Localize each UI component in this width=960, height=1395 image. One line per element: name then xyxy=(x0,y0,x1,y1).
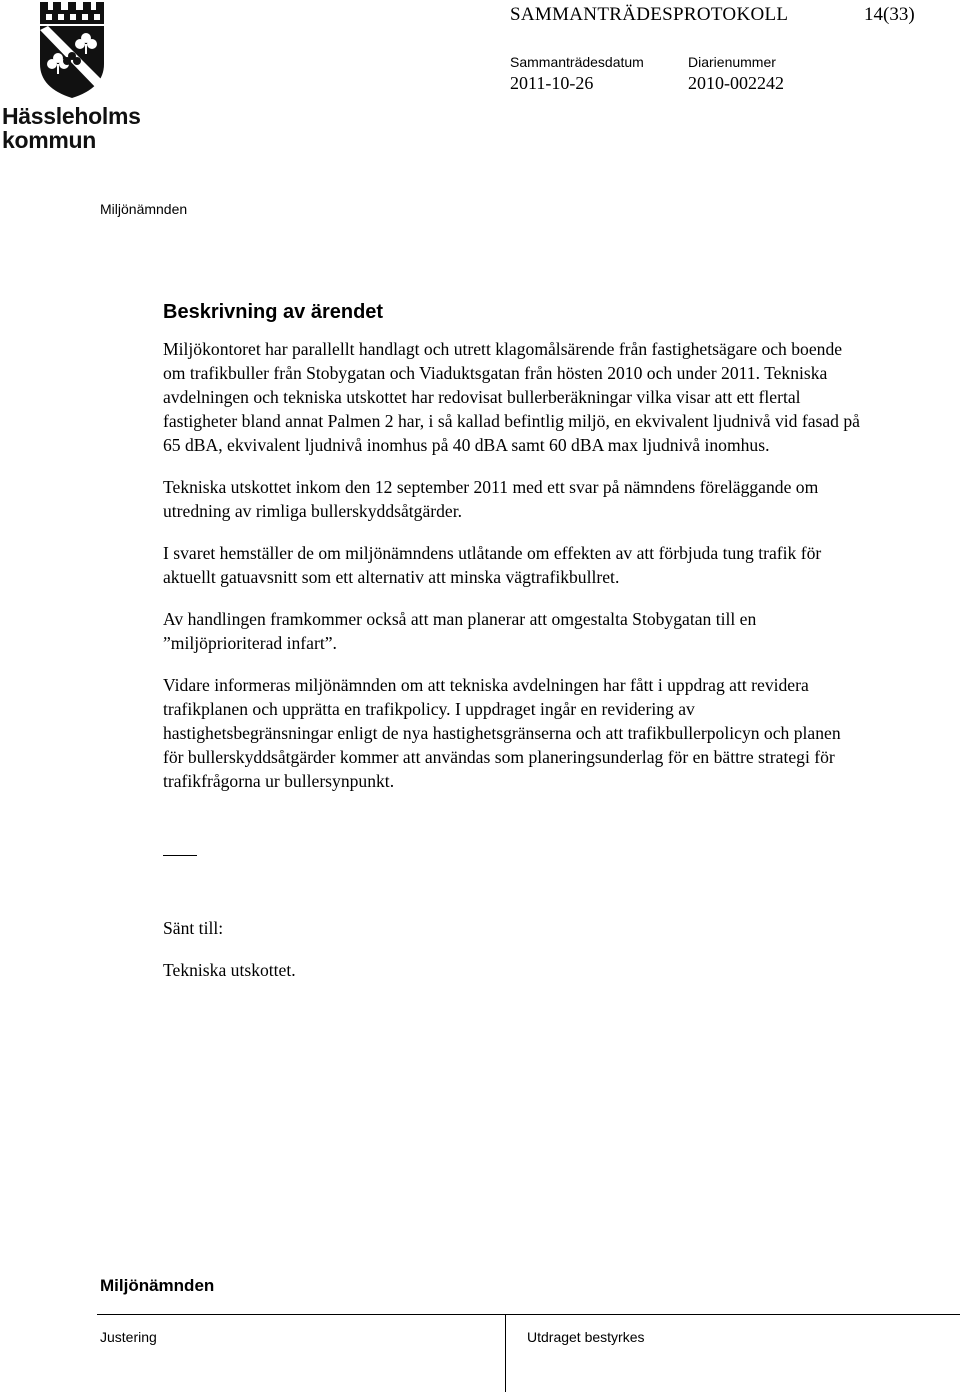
page-number: 14(33) xyxy=(864,4,915,25)
paragraph: I svaret hemställer de om miljönämndens utlåtande om effekten av att förbjuda tung trafik för aktuellt gatuavsnitt som ett alternativ att minska vägtrafikbullret. xyxy=(163,543,822,587)
footer-divider-line xyxy=(97,1314,960,1315)
meeting-date-value: 2011-10-26 xyxy=(510,73,594,93)
footer-vertical-divider xyxy=(505,1314,506,1392)
footer-certified-label: Utdraget bestyrkes xyxy=(527,1329,645,1345)
diary-number-value: 2010-002242 xyxy=(688,73,784,93)
municipality-name-line2: kommun xyxy=(2,127,97,153)
body-text xyxy=(163,337,863,811)
paragraph: Miljökontoret har parallellt handlagt och utrett klagomålsärende från fastighetsägare och boende om trafikbuller från Stobygatan och Viaduktsgatan från hösten 2010 och under 2011. Tekniska avdelningen och tekniska utskottet har redovisat bullerberäkningar vilka visar att ett flertal fastigheter bland annat Palmen 2 har, i så kallad befintlig miljö, en ekvivalent ljudnivå vid fasad på 65 dBA, ekvivalent ljudnivå inomhus på 40 dBA samt 60 dBA max ljudnivå inomhus. xyxy=(163,339,860,455)
coat-of-arms-icon xyxy=(0,0,150,100)
paragraph: Av handlingen framkommer också att man planerar att omgestalta Stobygatan till en ”miljöprioriterad infart”. xyxy=(163,609,757,653)
municipality-name xyxy=(2,104,141,152)
paragraph: Vidare informeras miljönämnden om att tekniska avdelningen har fått i uppdrag att revidera trafikplanen och upprätta en trafikpolicy. I uppdraget ingår en revidering av hastighetsbegränsningar enligt de nya hastighetsgränserna och att trafikbullerpolicyn och planen för bullerskyddsåtgärder kommer att användas som planeringsunderlag för en bättre strategi för trafikfrågorna ur bullersynpunkt. xyxy=(163,675,841,791)
section-heading: Beskrivning av ärendet xyxy=(163,301,384,323)
committee-name: Miljönämnden xyxy=(100,201,188,217)
footer-justering-label: Justering xyxy=(100,1329,157,1345)
meeting-date-label: Sammanträdesdatum xyxy=(510,54,644,70)
sent-to-value: Tekniska utskottet. xyxy=(163,960,296,980)
document-title: SAMMANTRÄDESPROTOKOLL xyxy=(510,4,789,25)
separator-line xyxy=(163,855,197,856)
paragraph: Tekniska utskottet inkom den 12 september 2011 med ett svar på nämndens föreläggande om utredning av rimliga bullerskyddsåtgärder. xyxy=(163,477,819,521)
diary-number-label: Diarienummer xyxy=(688,54,776,70)
footer-committee-name: Miljönämnden xyxy=(100,1276,215,1295)
sent-to-label: Sänt till: xyxy=(163,918,224,938)
municipality-name-line1: Hässleholms xyxy=(2,103,141,129)
